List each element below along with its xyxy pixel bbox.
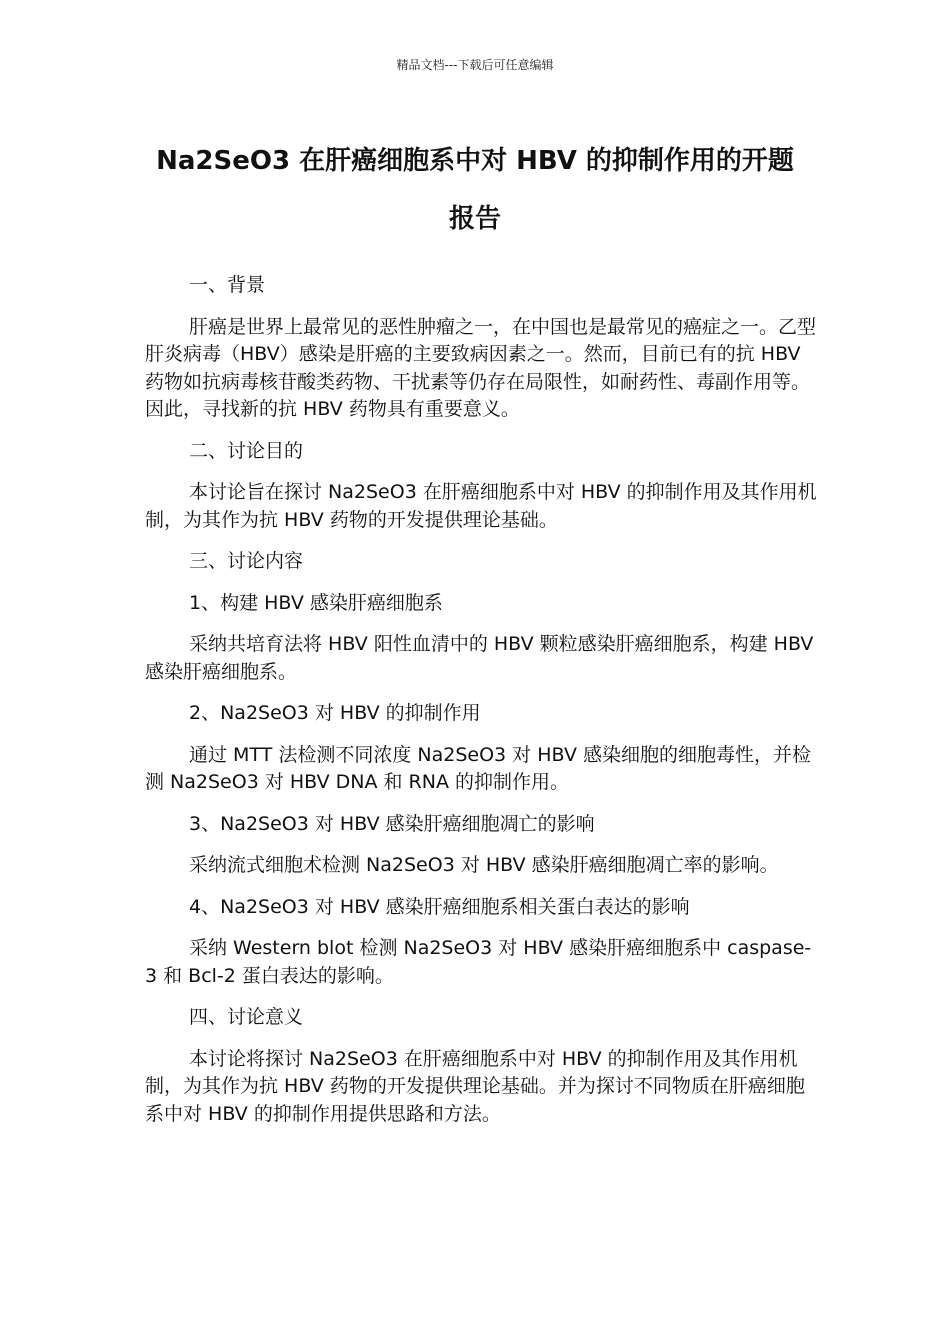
- paragraph-purpose: 本讨论旨在探讨 Na2SeO3 在肝癌细胞系中对 HBV 的抑制作用及其作用机制，为其作为抗 HBV 药物的开发提供理论基础。: [145, 481, 817, 531]
- paragraph-item-3: 采纳流式细胞术检测 Na2SeO3 对 HBV 感染肝癌细胞凋亡率的影响。: [189, 854, 779, 876]
- section-heading-significance: 四、讨论意义: [189, 1006, 304, 1028]
- section-heading-background: 一、背景: [189, 274, 266, 296]
- subheading-item-1: 1、构建 HBV 感染肝癌细胞系: [189, 591, 443, 614]
- subheading-item-3: 3、Na2SeO3 对 HBV 感染肝癌细胞凋亡的影响: [189, 812, 595, 835]
- subheading-item-2: 2、Na2SeO3 对 HBV 的抑制作用: [189, 702, 481, 724]
- document-body: [145, 272, 817, 1142]
- paragraph-item-2: 通过 MTT 法检测不同浓度 Na2SeO3 对 HBV 感染细胞的细胞毒性，并检测 Na2SeO3 对 HBV DNA 和 RNA 的抑制作用。: [145, 743, 811, 793]
- paragraph-item-1: 采纳共培育法将 HBV 阳性血清中的 HBV 颗粒感染肝癌细胞系，构建 HBV 感染肝癌细胞系。: [145, 633, 814, 683]
- paragraph-significance: 本讨论将探讨 Na2SeO3 在肝癌细胞系中对 HBV 的抑制作用及其作用机制，为其作为抗 HBV 药物的开发提供理论基础。并为探讨不同物质在肝癌细胞系中对 HBV 的抑制作用提供思路和方法。: [145, 1047, 805, 1125]
- paragraph-item-4: 采纳 Western blot 检测 Na2SeO3 对 HBV 感染肝癌细胞系中 caspase-3 和 Bcl-2 蛋白表达的影响。: [145, 937, 812, 987]
- document-title: [130, 132, 820, 248]
- subheading-item-4: 4、Na2SeO3 对 HBV 感染肝癌细胞系相关蛋白表达的影响: [189, 895, 690, 918]
- page-header: 精品文档---下载后可任意编辑: [396, 58, 554, 72]
- paragraph-background: 肝癌是世界上最常见的恶性肿瘤之一，在中国也是最常见的癌症之一。乙型肝炎病毒（HBV）感染是肝癌的主要致病因素之一。然而，目前已有的抗 HBV 药物如抗病毒核苷酸类药物、干扰素等仍存在局限性，如耐药性、毒副作用等。因此，寻找新的抗 HBV 药物具有重要意义。: [145, 315, 817, 420]
- title-line-2: 报告: [448, 204, 501, 234]
- title-line-1: Na2SeO3 在肝癌细胞系中对 HBV 的抑制作用的开题: [156, 146, 794, 176]
- section-heading-content: 三、讨论内容: [189, 550, 304, 572]
- section-heading-purpose: 二、讨论目的: [189, 439, 304, 462]
